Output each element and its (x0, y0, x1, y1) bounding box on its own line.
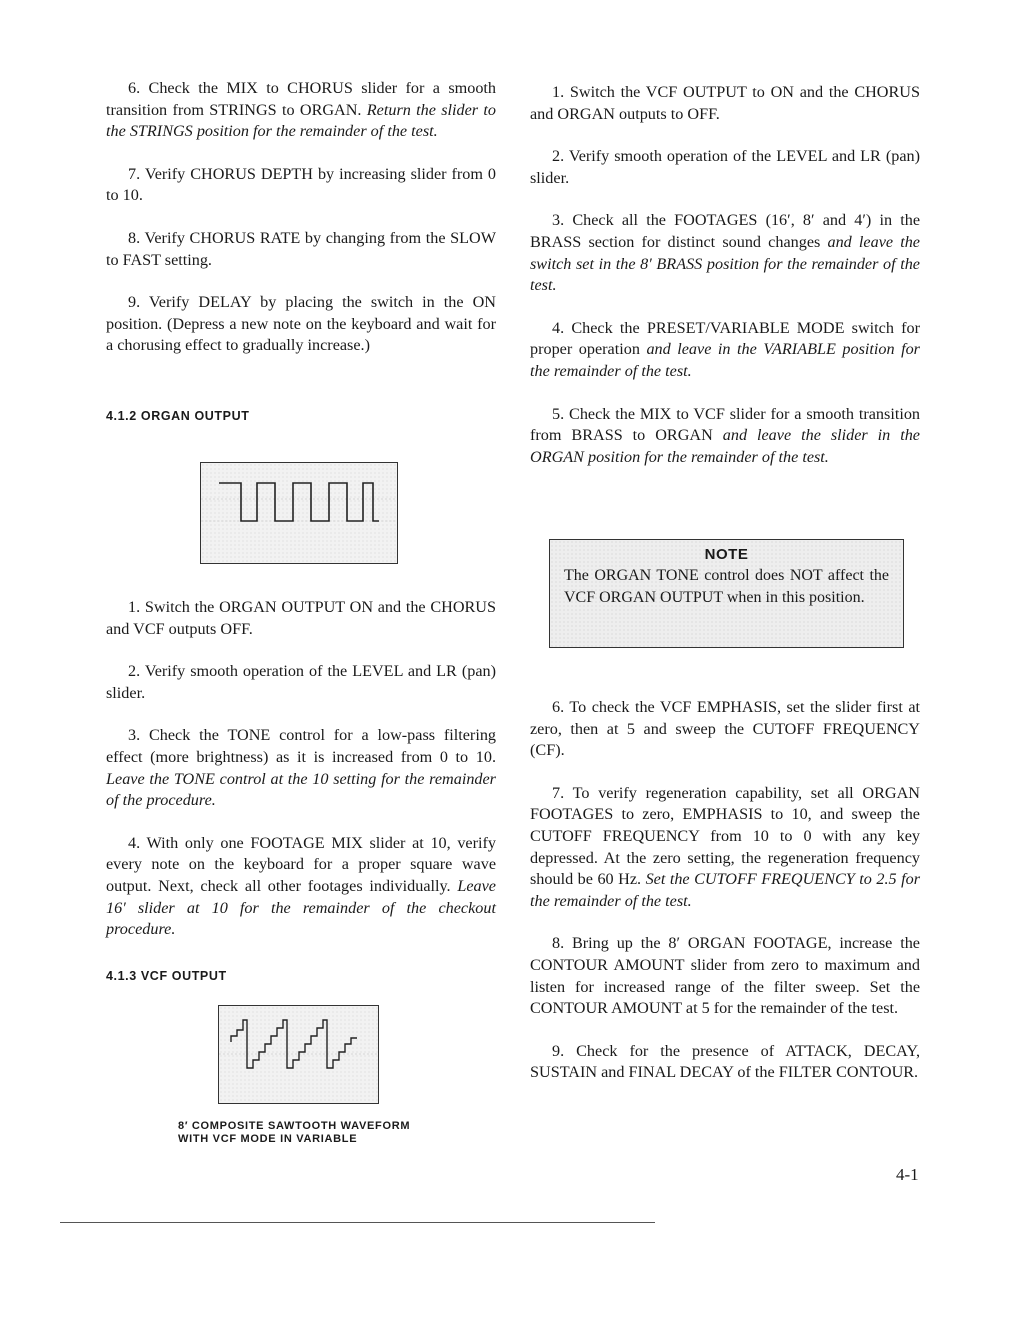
note-title: NOTE (704, 546, 749, 563)
step-paragraph (530, 783, 920, 913)
step-number: 3. (552, 211, 565, 230)
step-paragraph (106, 78, 496, 143)
organ-steps (106, 597, 496, 941)
step-text: Verify smooth operation of the LEVEL and LR (pan) slider. (106, 662, 496, 702)
step-paragraph (530, 146, 920, 189)
vcf-steps-continued (530, 697, 920, 1084)
step-paragraph (530, 82, 920, 125)
organ-output-heading-wrap (106, 409, 249, 423)
step-number: 6. (128, 79, 141, 97)
step-number: 4. (128, 833, 141, 852)
sawtooth-wave-trace (231, 1020, 357, 1068)
step-text: Check all the FOOTAGES (16′, 8′ and 4′) in the BRASS section for distinct sound changes (530, 211, 921, 251)
caption-line: WITH VCF MODE IN VARIABLE (178, 1133, 358, 1145)
step-number: 6. (552, 698, 565, 716)
step-text: Bring up the 8′ ORGAN FOOTAGE, increase the CONTOUR AMOUNT slider from zero to maximum and listen for increased range of the filter sweep. Set the CONTOUR AMOUNT at 5 for the remainder of the test. (530, 934, 920, 1018)
step-italic-text: Leave the TONE control at the 10 setting for the remainder of the procedure. (106, 769, 496, 810)
footer-rule (60, 1222, 655, 1223)
step-paragraph (106, 597, 496, 640)
step-paragraph (106, 833, 496, 941)
step-number: 8. (128, 228, 141, 247)
step-number: 3. (128, 726, 141, 745)
step-text: Check the TONE control for a low-pass filtering effect (more brightness) as it is increased from 0 to 10. (106, 726, 497, 766)
step-paragraph (530, 210, 920, 296)
square-wave-figure (200, 462, 398, 564)
vcf-output-heading-wrap (106, 969, 227, 983)
square-wave-trace (219, 483, 379, 521)
step-italic-text: and leave in the VARIABLE position for the remainder of the test. (530, 340, 920, 380)
step-number: 7. (128, 164, 141, 183)
step-text: Check for the presence of ATTACK, DECAY, SUSTAIN and FINAL DECAY of the FILTER CONTOUR. (530, 1041, 921, 1082)
step-paragraph (530, 1041, 920, 1084)
step-text: Verify smooth operation of the LEVEL and LR (pan) slider. (530, 147, 920, 187)
step-number: 1. (552, 83, 565, 101)
step-paragraph (106, 164, 496, 207)
step-paragraph (530, 318, 920, 383)
sawtooth-wave-plot (219, 1006, 378, 1103)
note-box (549, 539, 904, 648)
caption-line: 8′ COMPOSITE SAWTOOTH WAVEFORM (178, 1120, 411, 1132)
step-number: 7. (552, 783, 565, 802)
step-text: Check the MIX to CHORUS slider for a smooth transition from STRINGS to ORGAN. (106, 79, 497, 119)
step-text: Verify CHORUS DEPTH by increasing slider from 0 to 10. (106, 164, 496, 205)
step-italic-text: Set the CUTOFF FREQUENCY to 2.5 for the remainder of the test. (530, 870, 921, 910)
right-column (530, 82, 920, 468)
step-paragraph (530, 933, 920, 1019)
step-text: Check the MIX to VCF slider for a smooth transition from BRASS to ORGAN (530, 404, 921, 445)
step-number: 2. (128, 662, 141, 681)
step-number: 2. (552, 147, 565, 166)
step-text: To verify regeneration capability, set all ORGAN FOOTAGES to zero, EMPHASIS to 10, and sweep the CUTOFF FREQUENCY from 10 to 0 with any key depressed. At the zero setting, the regeneration frequency should be 60 Hz. (530, 783, 920, 889)
figure-caption (178, 1120, 410, 1146)
step-paragraph (530, 404, 920, 469)
step-text: Verify CHORUS RATE by changing from the SLOW to FAST setting. (106, 228, 496, 269)
left-column (106, 78, 496, 357)
step-number: 9. (552, 1041, 565, 1060)
step-paragraph (106, 292, 496, 357)
step-italic-text: and leave the switch set in the 8′ BRASS position for the remainder of the test. (530, 232, 920, 295)
sawtooth-wave-figure (218, 1005, 379, 1104)
organ-output-heading: 4.1.2 ORGAN OUTPUT (106, 409, 250, 423)
step-italic-text: Leave 16′ slider at 10 for the remainder of the checkout procedure. (106, 876, 496, 939)
step-number: 9. (128, 293, 141, 312)
step-number: 5. (552, 404, 565, 423)
step-text: To check the VCF EMPHASIS, set the slider first at zero, then at 5 and sweep the CUTOFF FREQUENCY (CF). (530, 698, 920, 760)
step-paragraph (106, 228, 496, 271)
page-number: 4-1 (896, 1165, 919, 1184)
step-paragraph (106, 725, 496, 811)
square-wave-plot (201, 463, 397, 563)
step-number: 1. (128, 598, 141, 616)
step-italic-text: and leave the slider in the ORGAN position for the remainder of the test. (530, 426, 920, 466)
step-paragraph (106, 661, 496, 704)
step-text: Verify DELAY by placing the switch in the ON position. (Depress a new note on the keyboard and wait for a chorusing effect to gradually increase.) (106, 293, 496, 355)
step-text: Check the PRESET/VARIABLE MODE switch for proper operation (530, 318, 920, 359)
note-text: The ORGAN TONE control does NOT affect the VCF ORGAN OUTPUT when in this position. (564, 567, 889, 606)
step-text: Switch the ORGAN OUTPUT ON and the CHORUS and VCF outputs OFF. (106, 598, 496, 638)
step-italic-text: Return the slider to the STRINGS position for the remainder of the test. (106, 100, 497, 141)
step-paragraph (530, 697, 920, 762)
step-text: With only one FOOTAGE MIX slider at 10, verify every note on the keyboard for a proper square wave output. Next, check all other footages individually. (106, 833, 496, 895)
step-text: Switch the VCF OUTPUT to ON and the CHORUS and ORGAN outputs to OFF. (530, 83, 920, 123)
step-number: 8. (552, 934, 565, 953)
step-number: 4. (552, 318, 565, 337)
vcf-output-heading: 4.1.3 VCF OUTPUT (106, 969, 227, 983)
